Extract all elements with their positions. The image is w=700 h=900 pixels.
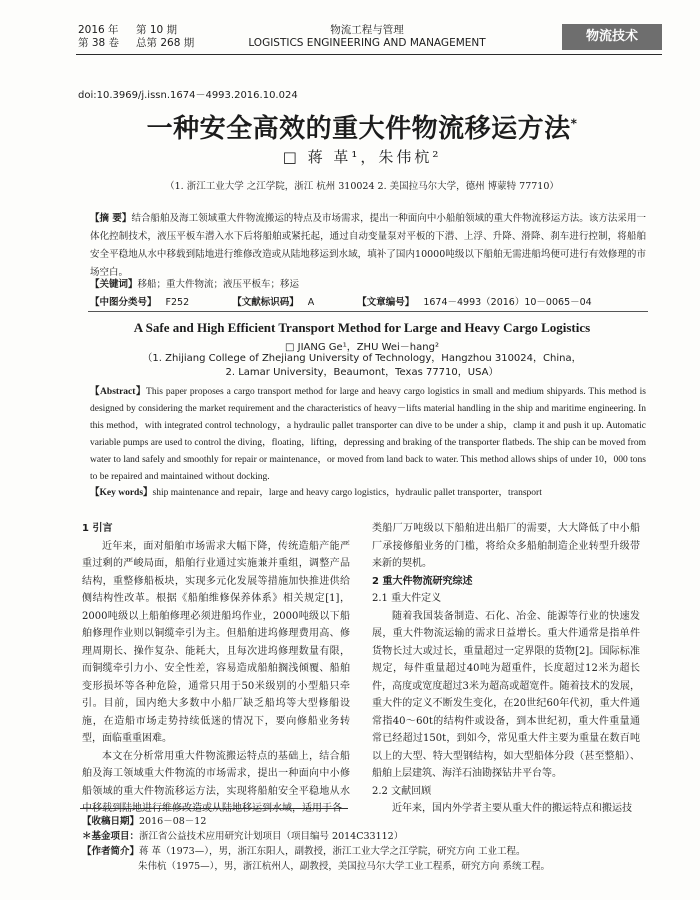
abstract-en-label: 【Abstract】 xyxy=(90,387,147,397)
section-heading-intro: 1 引言 xyxy=(82,523,113,534)
authors: □ 蒋 革¹，朱伟杭² xyxy=(282,148,442,166)
affiliation-en-1: （1. Zhijiang College of Zhejiang University of Technology，Hangzhou 310024，China， xyxy=(142,353,582,364)
article-no-label: 【文章编号】 xyxy=(357,297,415,308)
doc-code-value: A xyxy=(307,297,315,308)
volume: 第 38 卷 xyxy=(78,37,120,49)
affiliations-en xyxy=(78,352,646,380)
fund-label: ＊基金项目： xyxy=(82,831,140,842)
classification-row xyxy=(90,294,646,308)
bio-2: 朱伟杭（1975—），男，浙江杭州人，副教授，美国拉马尔大学工业工程系，研究方向 系统工程。 xyxy=(138,861,550,872)
title-text: 一种安全高效的重大件物流移运方法 xyxy=(146,114,571,144)
journal-name-en: LOGISTICS ENGINEERING AND MANAGEMENT xyxy=(248,37,486,49)
issue-info xyxy=(78,24,194,50)
page-title xyxy=(78,108,646,145)
body-right-column xyxy=(372,520,640,818)
bio-label: 【作者简介】 xyxy=(82,846,140,857)
subsection-heading-definition: 2.1 重大件定义 xyxy=(372,593,442,604)
paragraph: 近年来，国内外学者主要从重大件的搬运特点和搬运技 xyxy=(392,803,632,814)
authors-en: □ JIANG Ge¹，ZHU Wei－hang² xyxy=(285,342,439,353)
keywords-en xyxy=(90,484,646,498)
author-bio-2 xyxy=(82,859,662,874)
paragraph: 本文在分析常用重大件物流搬运特点的基础上，结合船舶及海工领域重大件物流的市场需求，提出一种面向中小修船领域的重大件物流移运方法，实现将船舶安全平稳地从水中移载到陆地进行维修改造或从陆地移运到水域，适用于各 xyxy=(82,750,350,814)
fund-info xyxy=(82,829,662,844)
affiliation-en-2: 2. Lamar University，Beaumont，Texas 77710，USA） xyxy=(225,367,499,378)
keywords-en-text: ship maintenance and repair，large and heavy cargo logistics，hydraulic pallet transporter，transport xyxy=(152,488,542,498)
body-left-column xyxy=(82,520,350,818)
footnote-rule xyxy=(80,808,348,809)
doc-code-label: 【文献标识码】 xyxy=(232,297,299,308)
abstract-en-text: This paper proposes a cargo transport method for large and heavy cargo logistics in small and medium shipyards. This method is designed by considering the market requirement and the characteristics of heavy－lifts material handling in the ship and maritime engineering. In this method，with integrated control technology，a hydraulic pallet transporter can dive to be under a ship，clamp it and push it up. Automatic variable pumps are used to control the diving，floating，lifting，depressing and braking of the transporter flatbeds. The ship can be moved from water to land safely and smoothly for repair or maintenance，or moved from land back to water. This method allows ships of under 10，000 tons to be repaired and maintained without docking. xyxy=(90,387,646,482)
classification-rule xyxy=(88,311,648,312)
received-value: 2016－08－12 xyxy=(139,816,207,827)
clc-value: F252 xyxy=(165,297,190,308)
keywords-cn-text: 移船；重大件物流；液压平板车；移运 xyxy=(137,279,300,290)
keywords-cn-label: 【关键词】 xyxy=(90,279,138,290)
keywords-en-label: 【Key words】 xyxy=(90,488,153,498)
abstract-en xyxy=(90,384,646,486)
paragraph: 随着我国装备制造、石化、冶金、能源等行业的快速发展，重大件物流运输的需求日益增长。重大件通常是指单件货物长过大或过长，重量超过一定界限的货物[2]。国际标准规定，每件重量超过40吨为超重件，长度超过12米为超长件，高度或宽度超过3米为超高或超宽件。随着技术的发展，重大件的定义不断发生变化，在20世纪60年代初，重大件通常指40～60t的结构件或设备，到本世纪初，重大件重量通常已经超过150t，到如今，常见重大件主要为重量在数百吨以上的大型、特大型钢结构，如大型船体分段（甚至整船）、船舶上层建筑、海洋石油勘探钻井平台等。 xyxy=(372,610,640,779)
doi: doi:10.3969/j.issn.1674－4993.2016.10.024 xyxy=(78,90,298,101)
affiliations: （1. 浙江工业大学 之江学院，浙江 杭州 310024 2. 美国拉马尔大学，德州 博蒙特 77710） xyxy=(165,181,559,192)
section-heading-review: 2 重大件物流研究综述 xyxy=(372,575,473,587)
abstract-cn-label: 【摘 要】 xyxy=(90,213,132,224)
author-bio-1 xyxy=(82,844,662,859)
keywords-cn xyxy=(90,276,646,290)
issue: 第 10 期 xyxy=(136,24,178,36)
footnotes xyxy=(82,814,662,874)
title-mark: * xyxy=(570,116,578,131)
article-no-value: 1674－4993（2016）10－0065－04 xyxy=(423,297,592,308)
received-date xyxy=(82,814,662,829)
abstract-cn xyxy=(90,210,646,282)
bio-1: 蒋 革（1973—），男，浙江东阳人，副教授，浙江工业大学之江学院，研究方向 工业工程。 xyxy=(139,846,526,857)
year: 2016 年 xyxy=(78,24,119,36)
journal-name xyxy=(222,24,512,50)
abstract-cn-text: 结合船舶及海工领域重大件物流搬运的特点及市场需求，提出一种面向中小船舶领域的重大件物流移运方法。该方法采用一体化控制技术，液压平板车潜入水下后将船舶或紧托起，通过自动变量泵对平板的下潜、上浮、升降、滑降、刹车进行控制，将船舶安全平稳地从水中移载到陆地进行维修改造或从陆地移运到水域，填补了国内10000吨级以下船舶无需进船坞便可进行有效修理的市场空白。 xyxy=(90,213,646,278)
fund-value: 浙江省公益技术应用研究计划项目（项目编号 2014C33112） xyxy=(139,831,404,842)
section-badge: 物流技术 xyxy=(562,24,662,50)
paragraph: 近年来，面对船舶市场需求大幅下降，传统造船产能严重过剩的严峻局面，船舶行业通过实施兼并重组，调整产品结构，重整修船板块，实现多元化发展等措施加快推进供给侧结构性改革。根据《船舶维修保养体系》相关规定[1]，2000吨级以上船舶修理必须进船坞作业，2000吨级以下船舶修理作业则以铜缆牵引为主。但船舶进坞修理费用高、修理周期长、操作复杂、能耗大，且每次进坞修理数量有限，而铜缆牵引力小、安全性差，容易造成船舶搁浅倾覆、船舶变形损坏等各种危险，通常只用于50米级别的小型船只牵引。目前，国内绝大多数中小船厂缺乏船坞等大型修船设施，在造船市场走势持续低迷的情况下，要向修船业务转型，面临重重困难。 xyxy=(82,540,350,744)
journal-name-cn: 物流工程与管理 xyxy=(330,24,404,36)
clc-label: 【中图分类号】 xyxy=(90,297,157,308)
subsection-heading-literature: 2.2 文献回顾 xyxy=(372,785,432,797)
header-rule xyxy=(76,54,662,55)
paragraph: 类船厂万吨级以下船舶进出船厂的需要，大大降低了中小船厂承接修船业务的门槛，将给众多船舶制造企业转型升级带来新的契机。 xyxy=(372,523,640,569)
title-en: A Safe and High Efficient Transport Method for Large and Heavy Cargo Logistics xyxy=(133,320,591,335)
received-label: 【收稿日期】 xyxy=(82,816,140,827)
total-issue: 总第 268 期 xyxy=(136,37,195,49)
